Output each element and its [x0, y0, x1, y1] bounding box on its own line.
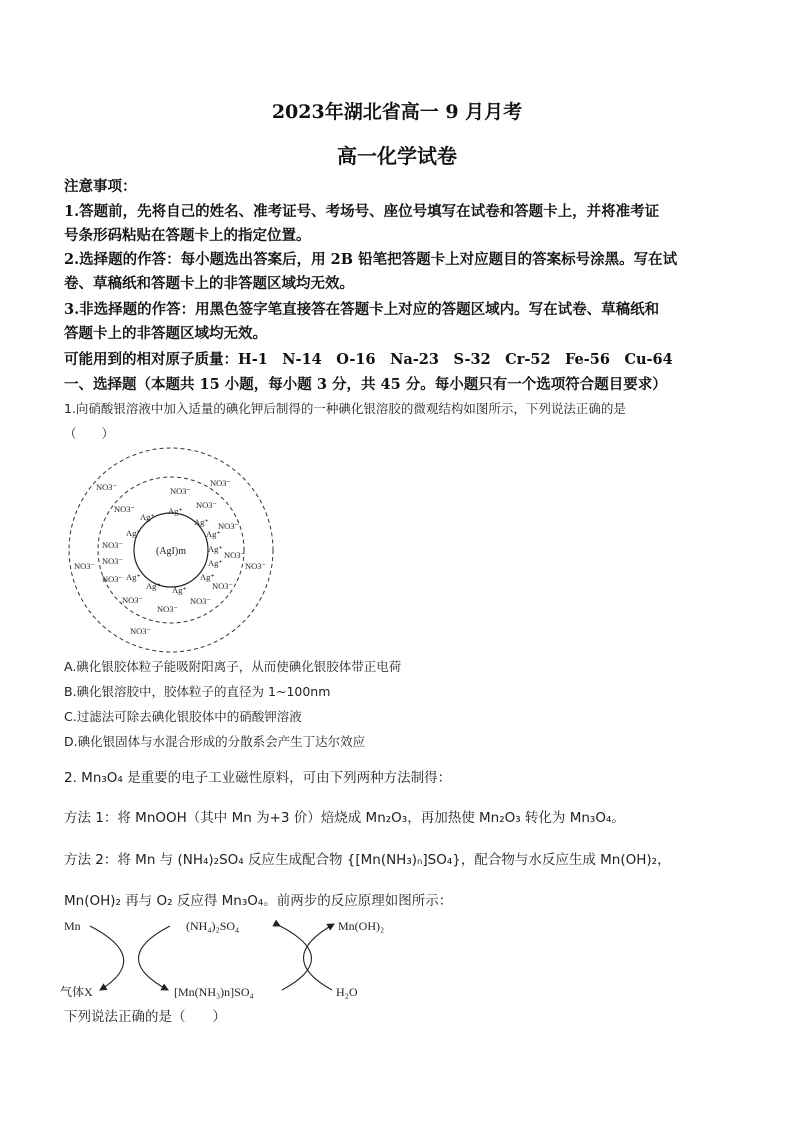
ag-ion: Ag⁺: [126, 572, 141, 582]
q1-option-c: C.过滤法可除去碘化银胶体中的硝酸钾溶液: [64, 709, 302, 724]
colloid-structure-diagram: [60, 444, 280, 656]
ag-ion: Ag⁺: [140, 512, 155, 522]
arrow-complex-from-ammonium: [280, 926, 312, 990]
agi-core-label: (AgI)m: [156, 546, 186, 557]
arrow-mn-to-gas: [90, 926, 124, 990]
section-1-heading: 一、选择题（本题共 15 小题，每小题 3 分，共 45 分。每小题只有一个选项符合题目要求）: [64, 376, 667, 393]
q2-method-1: 方法 1：将 MnOOH（其中 Mn 为+3 价）焙烧成 Mn₂O₃，再加热使 Mn₂O₃ 转化为 Mn₃O₄。: [64, 810, 625, 826]
nitrate-ion: NO3⁻: [114, 504, 136, 514]
ag-ion: Ag⁺: [206, 529, 221, 539]
q1-answer-blank: （ ）: [64, 426, 115, 441]
nitrate-ion: NO3⁻: [196, 500, 218, 510]
notice-item-3-line-2: 答题卡上的非答题区域均无效。: [64, 325, 267, 342]
notice-item-2-line-1: 2.选择题的作答：每小题选出答案后，用 2B 铅笔把答题卡上对应题目的答案标号涂黑。写在试: [64, 251, 678, 268]
reaction-mechanism-diagram: [60, 914, 400, 1004]
notice-heading: 注意事项：: [64, 178, 137, 195]
ag-ion: Ag⁺: [208, 558, 223, 568]
atomic-masses: 可能用到的相对原子质量：H-1 N-14 O-16 Na-23 S-32 Cr-52 Fe-56 Cu-64: [64, 351, 673, 368]
water-label: H₂O: [336, 985, 358, 999]
nitrate-ion: NO3⁻: [96, 482, 118, 492]
mn-label: Mn: [64, 919, 81, 933]
nitrate-ion: NO3⁻: [130, 626, 152, 636]
ag-ion: Ag⁺: [194, 517, 209, 527]
gas-x-label: 气体X: [60, 985, 93, 999]
q2-stem: 2. Mn₃O₄ 是重要的电子工业磁性原料，可由下列两种方法制得：: [64, 770, 452, 786]
nitrate-ion: NO3⁻: [74, 561, 96, 571]
ag-ion: Ag⁺: [146, 581, 161, 591]
nitrate-ion: NO3⁻: [218, 521, 240, 531]
ammonium-sulfate-label: (NH₄)₂SO₄: [186, 919, 240, 933]
q2-method-2-continued: Mn(OH)₂ 再与 O₂ 反应得 Mn₃O₄。前两步的反应原理如图所示：: [64, 893, 453, 909]
q1-option-a: A.碘化银胶体粒子能吸附阳离子，从而使碘化银胶体带正电荷: [64, 659, 402, 674]
ag-ion: Ag⁺: [126, 528, 141, 538]
ag-ion: Ag⁺: [208, 544, 223, 554]
nitrate-ion: NO3⁻: [190, 596, 212, 606]
complex-label: [Mn(NH₃)n]SO₄: [174, 985, 254, 999]
manganese-hydroxide-label: Mn(OH)₂: [338, 919, 385, 933]
nitrate-ion: NO3⁻: [170, 486, 192, 496]
q1-stem: 1.向硝酸银溶液中加入适量的碘化钾后制得的一种碘化银溶胶的微观结构如图所示，下列说法正确的是: [64, 401, 626, 416]
q1-option-b: B.碘化银溶胶中，胶体粒子的直径为 1~100nm: [64, 684, 331, 699]
ag-ion: Ag⁺: [200, 572, 215, 582]
nitrate-ion: NO3⁻: [157, 604, 179, 614]
ag-ion: Ag⁺: [172, 585, 187, 595]
notice-item-3-line-1: 3.非选择题的作答：用黑色签字笔直接答在答题卡上对应的答题区域内。写在试卷、草稿纸和: [64, 301, 660, 318]
nitrate-ion: NO3⁻: [122, 595, 144, 605]
notice-item-2-line-2: 卷、草稿纸和答题卡上的非答题区域均无效。: [64, 275, 354, 292]
arrow-ammonium-to-complex: [138, 926, 170, 990]
q2-method-2: 方法 2：将 Mn 与 (NH₄)₂SO₄ 反应生成配合物 {[Mn(NH₃)ₙ]SO₄}，配合物与水反应生成 Mn(OH)₂，: [64, 852, 671, 868]
nitrate-ion: NO3⁻: [102, 556, 124, 566]
ag-ion: Ag⁺: [168, 506, 183, 516]
exam-subtitle: 高一化学试卷: [337, 144, 457, 168]
nitrate-ion: NO3⁻: [224, 550, 246, 560]
notice-item-1-line-2: 号条形码粘贴在答题卡上的指定位置。: [64, 227, 311, 244]
notice-item-1-line-1: 1.答题前，先将自己的姓名、准考证号、考场号、座位号填写在试卷和答题卡上，并将准考证: [64, 203, 660, 220]
nitrate-ion: NO3⁻: [245, 561, 267, 571]
q1-option-d: D.碘化银固体与水混合形成的分散系会产生丁达尔效应: [64, 734, 366, 749]
arrow-water-to-hydroxide: [303, 924, 334, 990]
nitrate-ion: NO3⁻: [102, 574, 124, 584]
exam-title: 2023年湖北省高一 9 月月考: [271, 101, 523, 123]
nitrate-ion: NO3⁻: [210, 478, 232, 488]
nitrate-ion: NO3⁻: [102, 540, 124, 550]
nitrate-ion: NO3⁻: [212, 581, 234, 591]
q2-ask: 下列说法正确的是（ ）: [64, 1009, 226, 1025]
